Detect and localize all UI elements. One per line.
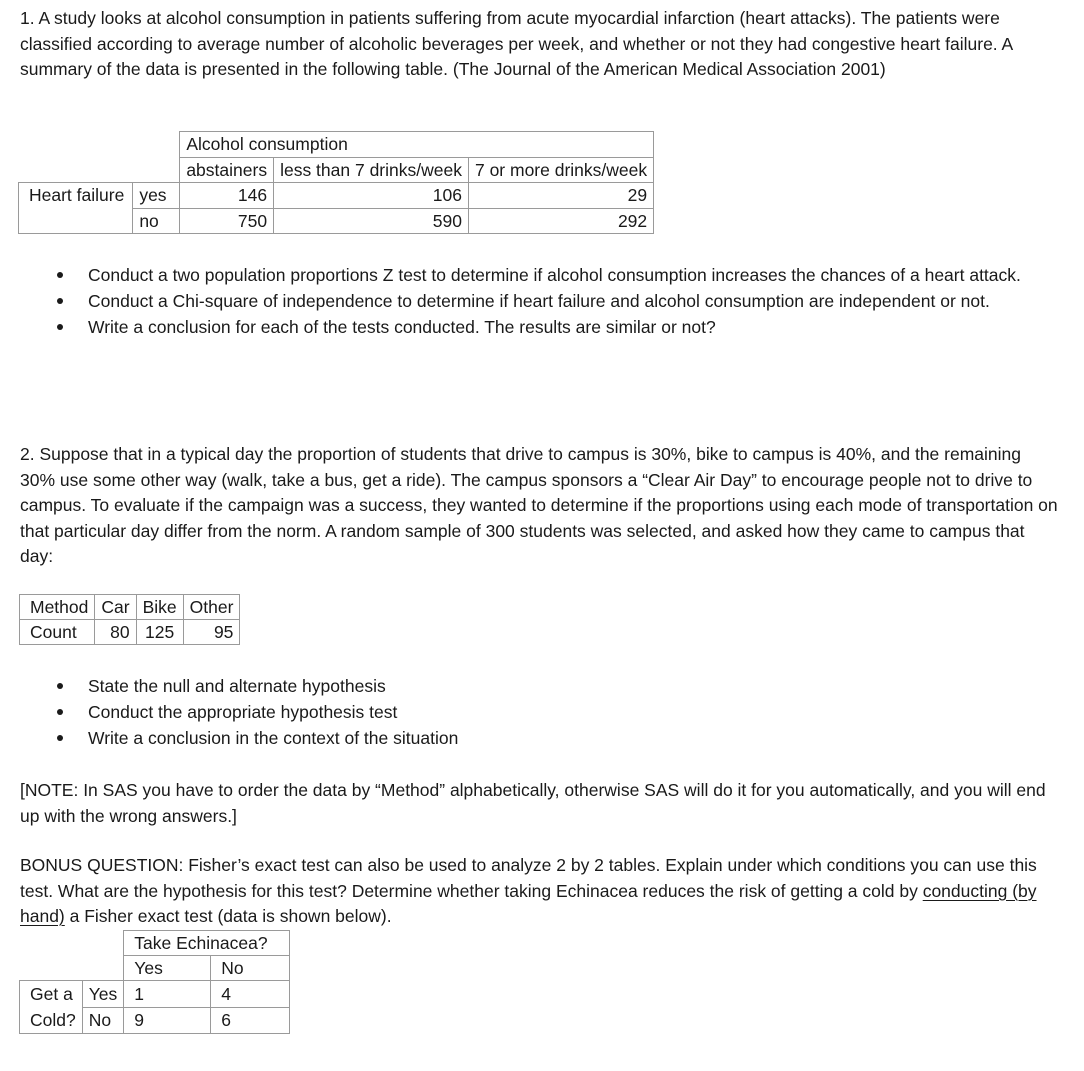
cell-value: 4 — [211, 981, 290, 1008]
list-item-text: Conduct a two population proportions Z test to determine if alcohol consumption increases the chances of a heart attack. — [88, 265, 1021, 285]
question-1-text: 1. A study looks at alcohol consumption in patients suffering from acute myocardial infarction (heart attacks). The patients were classified according to average number of alcoholic beverages per week, and whether or not they had congestive heart failure. A summary of the data is presented in the following table. (The Journal of the American Medical Association 2001) — [20, 8, 1013, 79]
cell-value: 590 — [274, 208, 469, 234]
cell-value: 6 — [211, 1007, 290, 1034]
bonus-text-before: BONUS QUESTION: Fisher’s exact test can also be used to analyze 2 by 2 tables. Explain under which conditions you can use this test. What are the hypothesis for this test? Determine whether taking Echinacea reduces the risk of getting a cold by — [20, 855, 1037, 901]
row-header: Method — [20, 595, 95, 620]
column-header: less than 7 drinks/week — [274, 157, 469, 183]
column-header: 7 or more drinks/week — [468, 157, 653, 183]
row-header: Count — [20, 620, 95, 645]
list-item — [50, 314, 1050, 340]
empty-corner — [20, 956, 124, 981]
bullet-icon — [57, 298, 63, 304]
empty-corner — [19, 132, 180, 158]
alcohol-heart-failure-table — [18, 131, 654, 234]
list-item-text: Conduct the appropriate hypothesis test — [88, 702, 398, 722]
empty-corner — [19, 157, 180, 183]
column-header: Yes — [124, 956, 211, 981]
list-item-text: State the null and alternate hypothesis — [88, 676, 386, 696]
question-2-text: 2. Suppose that in a typical day the proportion of students that drive to campus is 30%, bike to campus is 40%, and the remaining 30% use some other way (walk, take a bus, get a ride). The campus sponsors a “Clear Air Day” to encourage people not to drive to campus. To evaluate if the campaign was a success, they wanted to determine if the proportions using each mode of transportation on that particular day differ from the norm. A random sample of 300 students was selected, and asked how they came to campus that day: — [20, 444, 1058, 566]
bullet-icon — [57, 709, 63, 715]
cell-value: 106 — [274, 183, 469, 209]
bonus-text-underlined: conducting (by hand) — [20, 880, 1037, 926]
cell-value: 1 — [124, 981, 211, 1008]
row-group-label-line2: Cold? — [30, 1010, 76, 1030]
group-header: Take Echinacea? — [124, 931, 290, 956]
row-label: No — [82, 1007, 124, 1034]
list-item — [50, 699, 1050, 725]
question-1-tasks — [50, 262, 1050, 340]
bullet-icon — [57, 324, 63, 330]
column-header: Other — [183, 595, 240, 620]
bonus-text-after: a Fisher exact test (data is shown below). — [64, 906, 392, 926]
list-item — [50, 288, 1050, 314]
cell-value: 29 — [468, 183, 653, 209]
bonus-question-text — [20, 853, 1060, 930]
list-item-text: Write a conclusion for each of the tests conducted. The results are similar or not? — [88, 317, 716, 337]
list-item-text: Conduct a Chi-square of independence to determine if heart failure and alcohol consumption are independent or not. — [88, 291, 990, 311]
sas-note: [NOTE: In SAS you have to order the data by “Method” alphabetically, otherwise SAS will do it for you automatically, and you will end up with the wrong answers.] — [20, 780, 1046, 826]
row-label: yes — [133, 183, 180, 209]
row-group-label-line1: Get a — [30, 984, 73, 1004]
table-row — [20, 981, 290, 1008]
column-header: Bike — [136, 595, 183, 620]
cell-value: 125 — [136, 620, 183, 645]
transportation-count-table — [19, 594, 240, 645]
bullet-icon — [57, 735, 63, 741]
cell-value: 750 — [180, 208, 274, 234]
row-label: no — [133, 208, 180, 234]
bullet-icon — [57, 683, 63, 689]
bullet-icon — [57, 272, 63, 278]
cell-value: 292 — [468, 208, 653, 234]
column-header: Car — [95, 595, 136, 620]
list-item — [50, 262, 1050, 288]
row-label: Yes — [82, 981, 124, 1008]
list-item — [50, 725, 1050, 751]
table-row — [19, 183, 654, 209]
table-row — [20, 595, 240, 620]
echinacea-cold-table — [19, 930, 290, 1034]
row-group-label: Heart failure — [19, 183, 133, 234]
list-item — [50, 673, 1050, 699]
empty-corner — [20, 931, 124, 956]
row-group-label — [20, 981, 83, 1034]
group-header: Alcohol consumption — [180, 132, 654, 158]
column-header: abstainers — [180, 157, 274, 183]
cell-value: 95 — [183, 620, 240, 645]
cell-value: 9 — [124, 1007, 211, 1034]
column-header: No — [211, 956, 290, 981]
table-row — [20, 620, 240, 645]
question-2-tasks — [50, 673, 1050, 751]
cell-value: 80 — [95, 620, 136, 645]
cell-value: 146 — [180, 183, 274, 209]
list-item-text: Write a conclusion in the context of the situation — [88, 728, 459, 748]
